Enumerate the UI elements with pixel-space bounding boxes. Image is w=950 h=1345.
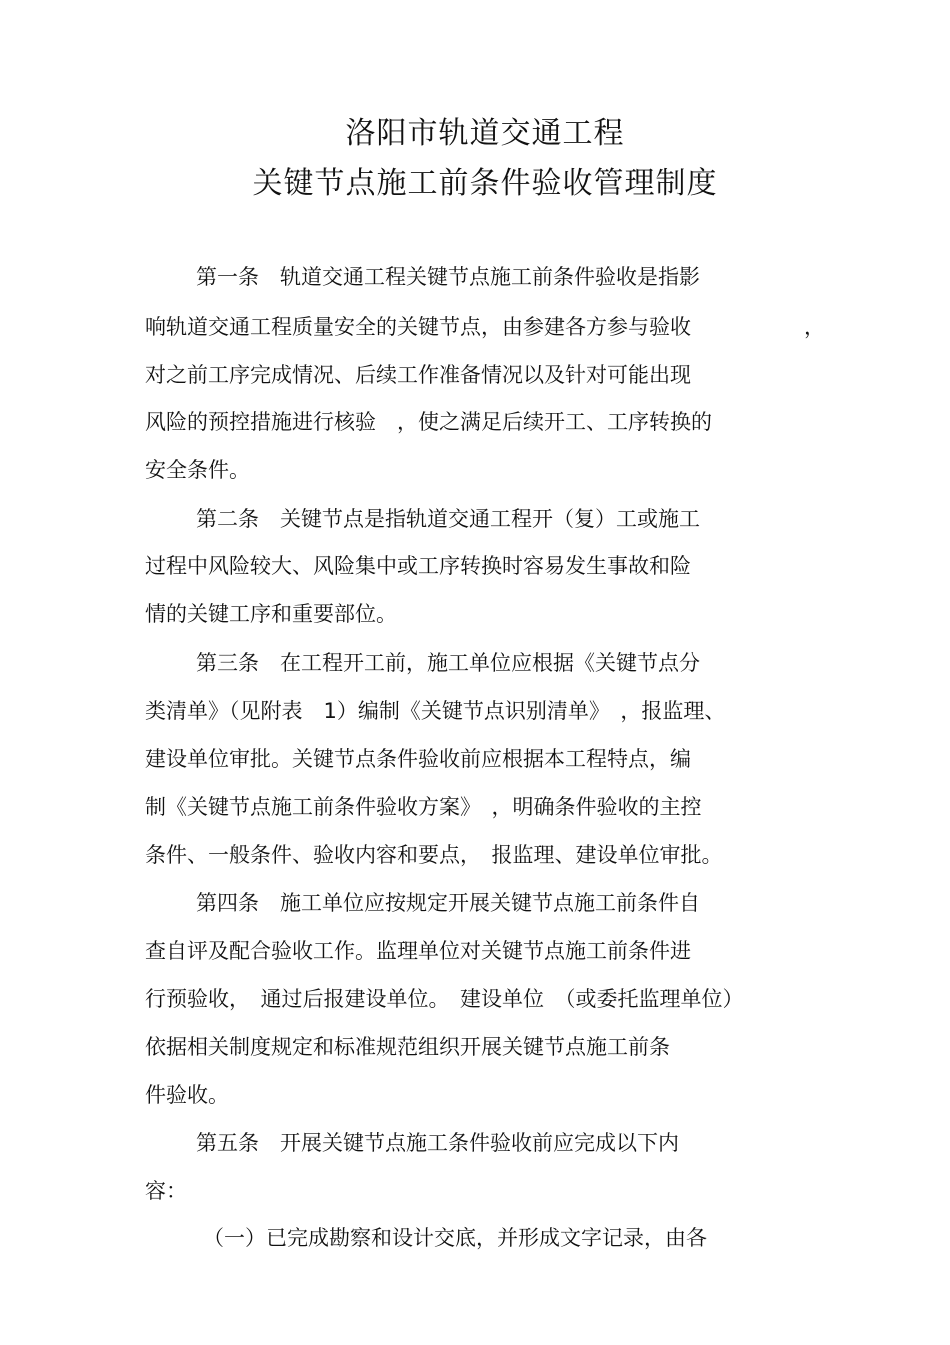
article-3-line-5: 条件、一般条件、验收内容和要点， 报监理、建设单位审批。 [145,843,723,867]
article-1-line-5: 安全条件。 [145,458,250,482]
article-3-line-3: 建设单位审批。关键节点条件验收前应根据本工程特点，编 [145,747,691,771]
article-4-line-5: 件验收。 [145,1083,229,1107]
article-2-line-3: 情的关键工序和重要部位。 [145,602,397,626]
article-4-line-2: 查自评及配合验收工作。监理单位对关键节点施工前条件进 [145,939,691,963]
article-4-line-4: 依据相关制度规定和标准规范组织开展关键节点施工前条 [145,1035,670,1059]
article-1-line-3: 对之前工序完成情况、后续工作准备情况以及针对可能出现 [145,363,691,387]
article-4-line-1: 第四条 施工单位应按规定开展关键节点施工前条件自 [196,891,700,915]
document-title-line-1: 洛阳市轨道交通工程 [345,116,625,151]
article-5-line-2: 容： [145,1179,187,1203]
article-1-comma: ， [804,315,825,339]
article-1-line-4: 风险的预控措施进行核验 ，使之满足后续开工、工序转换的 [145,410,712,434]
article-3-line-2: 类清单》（见附表 1）编制《关键节点识别清单》 ，报监理、 [145,699,726,723]
article-1-line-2: 响轨道交通工程质量安全的关键节点，由参建各方参与验收 [145,315,691,339]
article-3-line-4: 制《关键节点施工前条件验收方案》 ，明确条件验收的主控 [145,795,702,819]
article-2-line-1: 第二条 关键节点是指轨道交通工程开（复）工或施工 [196,507,700,531]
article-5-line-1: 第五条 开展关键节点施工条件验收前应完成以下内 [196,1131,679,1155]
article-1-line-1: 第一条 轨道交通工程关键节点施工前条件验收是指影 [196,265,700,289]
article-4-line-3: 行预验收， 通过后报建设单位。 建设单位 （或委托监理单位） [145,987,744,1011]
article-3-line-1: 第三条 在工程开工前，施工单位应根据《关键节点分 [196,651,700,675]
document-title-line-2: 关键节点施工前条件验收管理制度 [252,166,718,201]
article-2-line-2: 过程中风险较大、风险集中或工序转换时容易发生事故和险 [145,554,691,578]
article-5-item-1-line-1: （一）已完成勘察和设计交底，并形成文字记录，由各 [203,1226,707,1250]
